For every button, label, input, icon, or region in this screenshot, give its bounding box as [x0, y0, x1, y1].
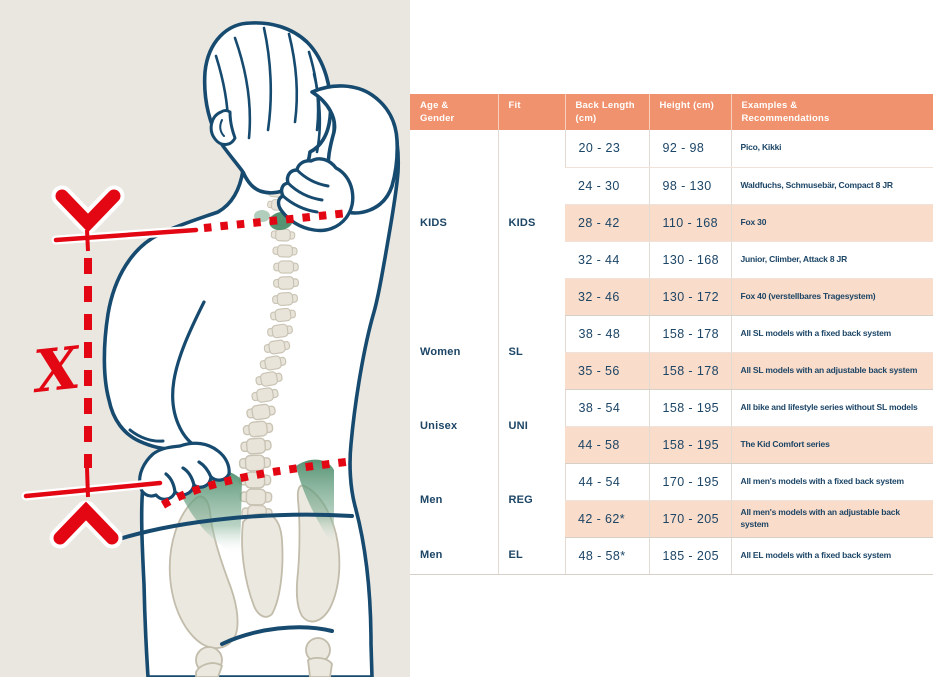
examples-cell: All SL models with a fixed back system — [731, 315, 933, 352]
examples-cell: All SL models with an adjustable back system — [731, 352, 933, 389]
examples-cell: All men's models with a fixed back system — [731, 463, 933, 500]
height-cell: 170 - 195 — [649, 463, 731, 500]
examples-cell: Junior, Climber, Attack 8 JR — [731, 241, 933, 278]
height-cell: 170 - 205 — [649, 500, 731, 537]
height-cell: 158 - 178 — [649, 352, 731, 389]
examples-cell: Pico, Kikki — [731, 130, 933, 167]
table-row — [410, 315, 933, 352]
table-header-row — [410, 94, 933, 130]
group-fit: UNI — [498, 389, 565, 463]
back-length-cell: 42 - 62* — [565, 500, 649, 537]
bottom-tick — [87, 468, 88, 497]
group-fit: EL — [498, 537, 565, 574]
table-row — [410, 463, 933, 500]
group-age: KIDS — [410, 130, 498, 315]
back-length-cell: 32 - 44 — [565, 241, 649, 278]
back-length-cell: 48 - 58* — [565, 537, 649, 574]
table-row — [410, 537, 933, 574]
group-age: Women — [410, 315, 498, 389]
height-cell: 92 - 98 — [649, 130, 731, 167]
header-height: Height (cm) — [649, 94, 731, 130]
examples-cell: All men's models with an adjustable back system — [731, 500, 933, 537]
examples-cell: Fox 40 (verstellbares Tragesystem) — [731, 278, 933, 315]
table-row — [410, 389, 933, 426]
back-length-cell: 44 - 58 — [565, 426, 649, 463]
size-table — [410, 94, 933, 575]
examples-cell: Waldfuchs, Schmusebär, Compact 8 JR — [731, 167, 933, 204]
back-length-cell: 35 - 56 — [565, 352, 649, 389]
height-cell: 158 - 195 — [649, 426, 731, 463]
examples-cell: All EL models with a fixed back system — [731, 537, 933, 574]
header-back-length: Back Length (cm) — [565, 94, 649, 130]
examples-cell: Fox 30 — [731, 204, 933, 241]
height-cell: 110 - 168 — [649, 204, 731, 241]
header-examples: Examples & Recommendations — [731, 94, 933, 130]
height-cell: 130 - 172 — [649, 278, 731, 315]
examples-cell: The Kid Comfort series — [731, 426, 933, 463]
back-length-cell: 44 - 54 — [565, 463, 649, 500]
top-tick — [87, 230, 88, 251]
back-length-cell: 20 - 23 — [565, 130, 649, 167]
back-length-illustration — [0, 0, 410, 677]
group-age: Men — [410, 537, 498, 574]
group-fit: KIDS — [498, 130, 565, 315]
group-age: Unisex — [410, 389, 498, 463]
ear — [211, 111, 235, 145]
back-length-cell: 28 - 42 — [565, 204, 649, 241]
height-cell: 98 - 130 — [649, 167, 731, 204]
height-cell: 130 - 168 — [649, 241, 731, 278]
back-length-cell: 38 - 48 — [565, 315, 649, 352]
back-length-cell: 24 - 30 — [565, 167, 649, 204]
height-cell: 158 - 195 — [649, 389, 731, 426]
back-length-cell: 32 - 46 — [565, 278, 649, 315]
header-age-gender: Age & Gender — [410, 94, 498, 130]
group-age: Men — [410, 463, 498, 537]
group-fit: SL — [498, 315, 565, 389]
height-cell: 158 - 178 — [649, 315, 731, 352]
examples-cell: All bike and lifestyle series without SL models — [731, 389, 933, 426]
group-fit: REG — [498, 463, 565, 537]
header-fit: Fit — [498, 94, 565, 130]
table-row — [410, 130, 933, 167]
height-cell: 185 - 205 — [649, 537, 731, 574]
back-length-cell: 38 - 54 — [565, 389, 649, 426]
right-femur — [308, 658, 332, 677]
size-table-panel — [410, 94, 933, 575]
back-measure-figure — [0, 0, 410, 677]
x-label: X — [31, 333, 83, 406]
